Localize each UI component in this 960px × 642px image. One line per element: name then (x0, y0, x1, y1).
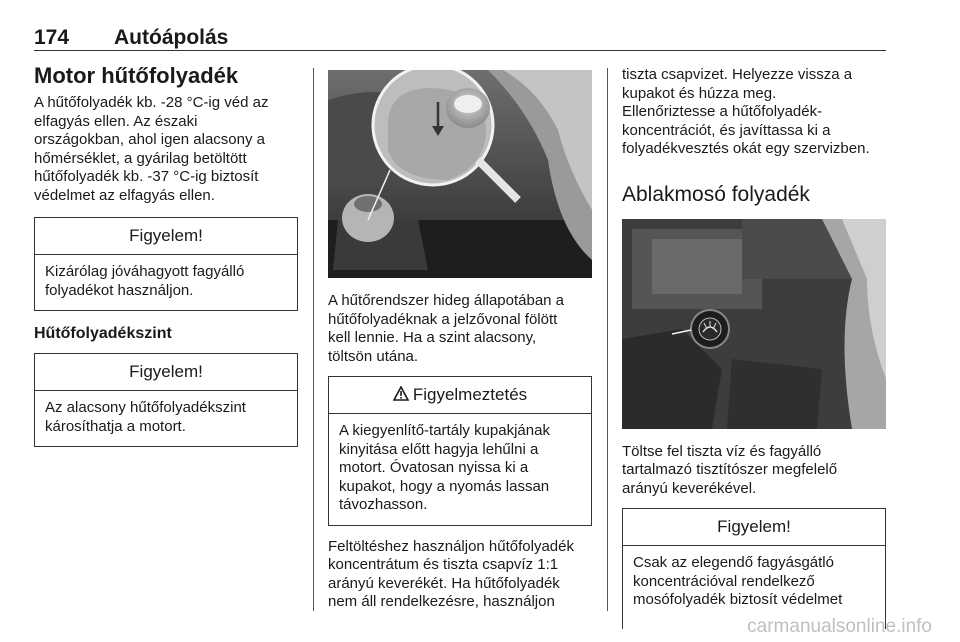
coolant-level-text: A hűtőrendszer hideg állapotában a hűtőfolyadéknak a jelzővonal fölött kell lennie. Ha a szint alacsony, töltsön utána. (328, 292, 565, 365)
column-2 (328, 70, 592, 612)
notice-body: Csak az elegendő fagyásgátló koncentrációval rendelkező mosófolyadék biztosít védelmet (633, 554, 843, 608)
notice-title: Figyelem! (35, 354, 297, 391)
section-title-washer-fluid: Ablakmosó folyadék (622, 182, 810, 206)
warning-body: A kiegyenlítő-tartály kupakjának kinyitása előtt hagyja lehűlni a motort. Óvatosan nyissa ki a kupakot, hogy a nyomás lassan távozhasson. (339, 422, 550, 513)
page-header (34, 22, 886, 52)
notice-box-low-coolant (34, 353, 298, 447)
refill-continued-text: tiszta csapvizet. Helyezze vissza a kupakot és húzza meg. Ellenőriztesse a hűtőfolyadék- koncentrációt, és javíttassa ki a folyadékvesztés okát egy szervizben. (622, 66, 870, 157)
subheading-coolant-level: Hűtőfolyadékszint (34, 325, 172, 342)
chapter-title: Autóápolás (114, 26, 229, 49)
watermark: carmanualsonline.info (747, 616, 932, 637)
warning-title: Figyelmeztetés (412, 385, 528, 404)
notice-title: Figyelem! (35, 218, 297, 255)
refill-instructions-text: Feltöltéshez használjon hűtőfolyadék koncentrátum és tiszta csapvíz 1:1 arányú keverékét. Ha hűtőfolyadék nem áll rendelkezésre, használjon (328, 537, 574, 610)
coolant-intro-text: A hűtőfolyadék kb. -28 °C-ig véd az elfagyás ellen. Az északi országokban, ahol igen alacsony a hőmérséklet, a gyárilag betöltött hűtőfolyadék kb. -37 °C-ig biztosít védelmet az elfagyás ellen. (34, 94, 269, 204)
coolant-reservoir-illustration (328, 70, 592, 278)
column-3 (622, 62, 886, 629)
header-rule (34, 50, 886, 51)
notice-body: Kizárólag jóváhagyott fagyálló folyadékot használjon. (45, 263, 245, 299)
column-divider-2 (607, 68, 608, 611)
warning-header (329, 377, 591, 414)
notice-body: Az alacsony hűtőfolyadékszint károsíthatja a motort. (45, 399, 246, 435)
washer-reservoir-photo (622, 219, 886, 429)
coolant-reservoir-photo (328, 70, 592, 278)
washer-fluid-text: Töltse fel tiszta víz és fagyálló tartalmazó tisztítószer megfelelő arányú keverékével. (622, 442, 838, 497)
notice-box-washer (622, 508, 886, 629)
notice-box-antifreeze (34, 217, 298, 311)
washer-reservoir-illustration (622, 219, 886, 429)
column-1 (34, 62, 298, 447)
page-number: 174 (34, 26, 70, 49)
warning-box (328, 376, 592, 526)
column-divider-1 (313, 68, 314, 611)
warning-triangle-icon (393, 378, 409, 414)
section-title-coolant: Motor hűtőfolyadék (34, 63, 239, 88)
notice-title: Figyelem! (623, 509, 885, 546)
